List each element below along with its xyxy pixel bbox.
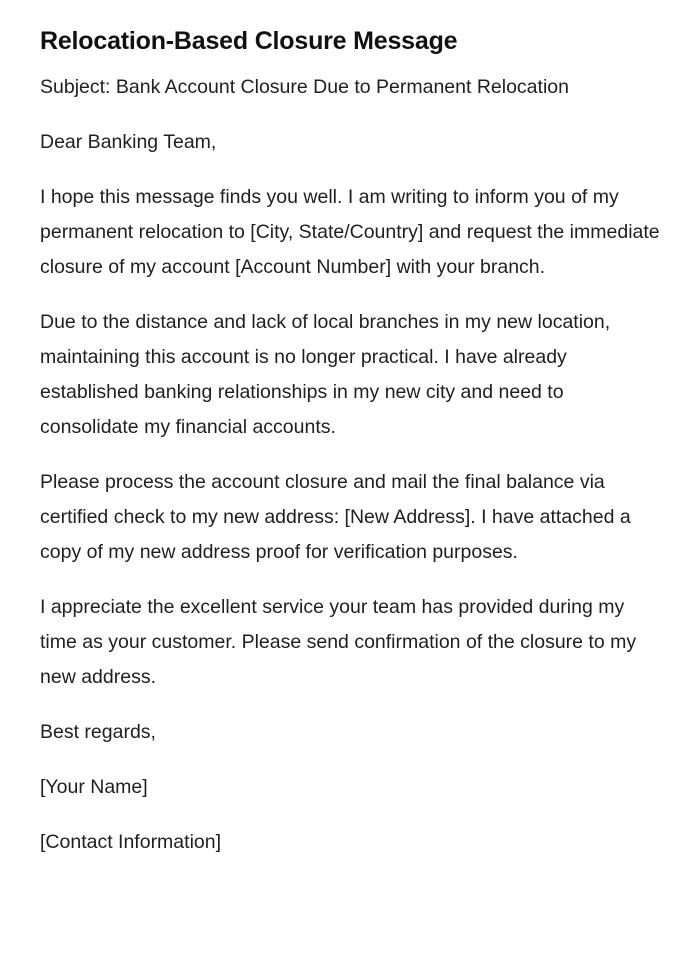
salutation: Dear Banking Team, xyxy=(40,131,217,153)
page-title: Relocation-Based Closure Message xyxy=(40,27,458,55)
body-paragraph-1: I hope this message finds you well. I am writing to inform you of my permanent relocation to [City, State/Country] and request the immediate closure of my account [Account Number] with your branch. xyxy=(40,186,660,278)
signature-name: [Your Name] xyxy=(40,776,148,798)
subject-line: Subject: Bank Account Closure Due to Permanent Relocation xyxy=(40,76,569,98)
body-paragraph-4: I appreciate the excellent service your team has provided during my time as your customer. Please send confirmation of the closure to my new address. xyxy=(40,596,637,688)
closing: Best regards, xyxy=(40,721,156,743)
contact-information: [Contact Information] xyxy=(40,831,222,853)
body-paragraph-2: Due to the distance and lack of local branches in my new location, maintaining this account is no longer practical. I have already established banking relationships in my new city and need to consolidate my financial accounts. xyxy=(40,311,611,438)
body-paragraph-3: Please process the account closure and mail the final balance via certified check to my new address: [New Address]. I have attached a copy of my new address proof for verification purposes. xyxy=(40,471,631,563)
